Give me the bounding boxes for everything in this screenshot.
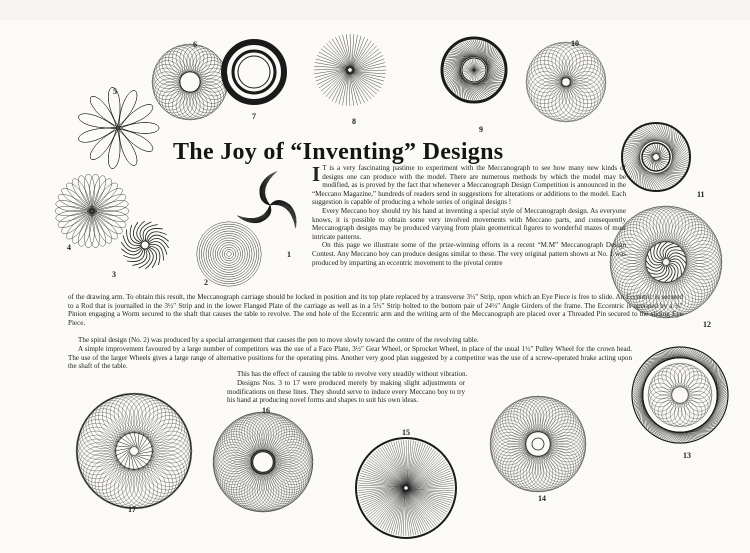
figure-number-13: 13 (683, 451, 691, 460)
figure-number-4: 4 (67, 243, 71, 252)
pattern-14 (490, 396, 586, 492)
pattern-3-center (141, 241, 149, 249)
pattern-1 (237, 171, 296, 228)
pattern-16 (213, 412, 313, 512)
figure-number-8: 8 (352, 117, 356, 126)
pattern-13-teeth (633, 348, 727, 442)
figure-number-14: 14 (538, 494, 546, 503)
paragraph-intro-text: T is a very fascinating pastime to experiment with the Meccanograph to see how many new kinds of designs one can produce with the model. There are numerous methods by which the model may be modified, as is proved by the fact that whenever a Meccanograph Design Competition is announced in the “Meccano Magazine,” hundreds of readers send in suggestions for alterations or additions to the model. Each suggestion is capable of producing a whole series of original designs ! (312, 164, 626, 207)
pattern-9-core (463, 59, 485, 81)
figure-number-15: 15 (402, 428, 410, 437)
pattern-14-center (532, 438, 544, 450)
figure-number-1: 1 (287, 250, 291, 259)
pattern-17-core (114, 431, 154, 471)
pattern-15-fill (358, 440, 454, 536)
figure-number-3: 3 (112, 270, 116, 279)
pattern-16-center (251, 450, 275, 474)
pattern-11-fill (623, 124, 689, 190)
figure-number-6: 6 (193, 40, 197, 49)
paragraph-spiral-design: The spiral design (No. 2) was produced by a special arrangement that causes the pen to move slowly toward the centre of the revolving table. (78, 336, 479, 344)
pattern-11-mid (642, 143, 670, 171)
pattern-2 (227, 252, 232, 257)
pattern-6 (152, 44, 228, 120)
article-intro-block (312, 164, 626, 267)
pattern-3 (121, 221, 169, 269)
pattern-11-core (643, 144, 669, 170)
pattern-10 (526, 42, 606, 122)
paragraph-every-boy: Every Meccano boy should try his hand at inventing a special style of Meccanograph design. As everyone knows, it is possible to obtain some very involved movements with Meccano parts, and consequently Meccanograph designs may be produced varying from plain geometrical figures to wonderful mazes of most intricate patterns. (312, 206, 626, 241)
pattern-7-inner (233, 51, 275, 93)
figure-number-7: 7 (252, 112, 256, 121)
pattern-5 (79, 87, 159, 168)
paragraph-designs-nos: Designs Nos. 3 to 17 were produced merely by making slight adjustments or modifications on these lines. They should serve to induce every Meccano boy to try his hand at producing novel forms and shapes to suit his own ideas. (227, 379, 465, 405)
pattern-12-center (646, 242, 686, 282)
paragraph-improvement: A simple improvement favoured by a large number of competitors was the use of a Face Plate, 3½″ Gear Wheel, or Sprocket Wheel, in place of the usual 1½″ Pulley Wheel for the crown head. The use of the larger Wheels gives a large range of alternative positions for the operating pins. Another very good plan suggested by a competitor was the use of a screw-operated brake acting upon the shaft of the table. (68, 345, 632, 371)
figure-number-17: 17 (128, 505, 136, 514)
pattern-17-outer (77, 394, 191, 508)
figure-number-10: 10 (571, 39, 579, 48)
figure-number-12: 12 (703, 320, 711, 329)
article-title: The Joy of “Inventing” Designs (173, 139, 504, 165)
paragraph-intro (312, 164, 626, 207)
pattern-13-inner (648, 363, 712, 427)
pattern-7-core (238, 56, 270, 88)
figure-number-11: 11 (697, 190, 705, 199)
pattern-13-outer (632, 347, 728, 443)
paragraph-prize-winning: On this page we illustrate some of the prize-winning efforts in a recent “M.M” Meccanograph Design Contest. Any Meccano boy can produce designs similar to these. The very original pattern shown at No. 1 was produced by imparting an eccentric movement to the pivotal centre (312, 241, 626, 267)
figure-number-16: 16 (262, 406, 270, 415)
figure-number-2: 2 (204, 278, 208, 287)
figure-number-9: 9 (479, 125, 483, 134)
pattern-6-center (180, 72, 200, 92)
paragraph-drawing-arm: of the drawing arm. To obtain this result, the Meccanograph carriage should be locked in position and its top plate replaced by a transverse 3½″ Strip, upon which an Eye Piece is free to slide. An Eccentric is secured to a Rod that is journalled in the 3½″ Strip and in the lower Flanged Plate of the carriage as well as in a 5½″ Strip bolted to the bottom pair of 24½″ Angle Girders of the frame. The Eccentric is operated by a ¾″ Pinion engaging a Worm secured to the shaft that causes the table to revolve. The end hole of the Eccentric arm and the writing arm of the Meccanograph are placed over a Threaded Pin secured to the sliding Eye Piece. (68, 293, 683, 327)
pattern-15-outer (356, 438, 456, 538)
paragraph-steady: This has the effect of causing the table to revolve very steadily without vibration. (237, 370, 468, 378)
pattern-4 (55, 174, 129, 248)
figure-number-5: 5 (113, 87, 117, 96)
drop-cap: I (312, 162, 321, 186)
pattern-8 (314, 34, 386, 106)
